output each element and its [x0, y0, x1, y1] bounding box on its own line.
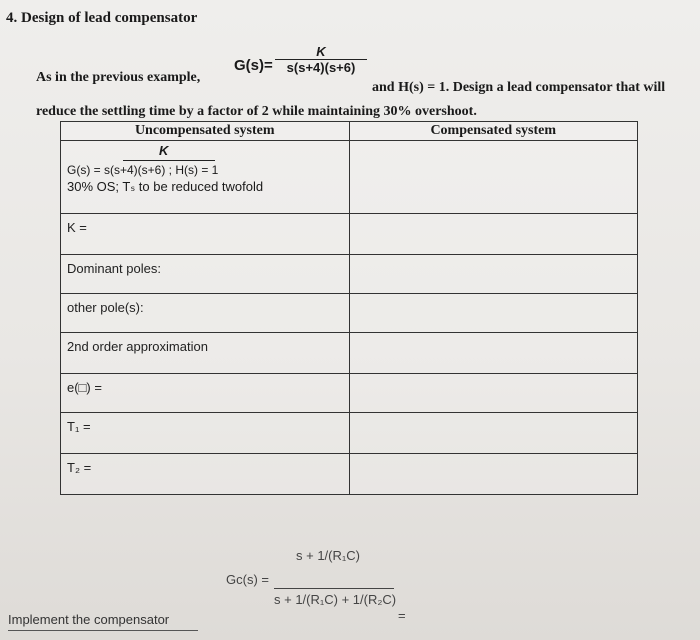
table-row: [61, 413, 638, 454]
header-compensated: Compensated system: [349, 122, 638, 141]
table-row: [61, 141, 638, 214]
gc-numerator: s + 1/(R₁C): [296, 548, 360, 563]
row-label: T₂ =: [67, 460, 92, 475]
intro-text: As in the previous example,: [36, 70, 201, 85]
table-row: [61, 454, 638, 495]
row-label: K =: [67, 220, 87, 235]
table-row: [61, 374, 638, 413]
system-spec-cell: [61, 141, 350, 214]
other-poles-compensated-cell[interactable]: [349, 294, 638, 333]
k-compensated-cell[interactable]: [349, 214, 638, 255]
table-row: [61, 214, 638, 255]
k-cell[interactable]: [61, 214, 350, 255]
gc-label: Gc(s) =: [226, 572, 269, 587]
gs-denominator: s(s+4)(s+6): [286, 60, 356, 75]
dominant-poles-compensated-cell[interactable]: [349, 255, 638, 294]
row-label: T₁ =: [67, 419, 91, 434]
gs-fraction: [275, 44, 367, 75]
intro-suffix: and H(s) = 1. Design a lead compensator that will: [372, 80, 666, 95]
t2-cell[interactable]: [61, 454, 350, 495]
implement-label: Implement the compensator: [8, 612, 170, 627]
t2-compensated-cell[interactable]: [349, 454, 638, 495]
spec-os-line: 30% OS; Tₛ to be reduced twofold: [67, 179, 264, 194]
steady-state-error-compensated-cell[interactable]: [349, 374, 638, 413]
answer-line[interactable]: [8, 630, 198, 631]
fraction-bar: [274, 588, 394, 589]
gs-numerator: K: [316, 44, 326, 59]
steady-state-error-cell[interactable]: [61, 374, 350, 413]
t1-compensated-cell[interactable]: [349, 413, 638, 454]
header-uncompensated: Uncompensated system: [61, 122, 350, 141]
second-order-compensated-cell[interactable]: [349, 333, 638, 374]
compensator-table: [60, 121, 638, 495]
second-order-cell[interactable]: [61, 333, 350, 374]
gc-denominator: s + 1/(R₁C) + 1/(R₂C): [274, 592, 397, 607]
row-label: 2nd order approximation: [67, 339, 208, 354]
problem-heading: 4. Design of lead compensator: [6, 10, 198, 26]
row-label: Dominant poles:: [67, 261, 161, 276]
fraction-bar: [123, 160, 215, 161]
spec-gs-line: G(s) = s(s+4)(s+6) ; H(s) = 1: [67, 163, 219, 177]
table-row: [61, 294, 638, 333]
gs-label: G(s)=: [234, 57, 273, 74]
gc-expression: [226, 548, 406, 640]
table-row: [61, 255, 638, 294]
compensated-spec-cell[interactable]: [349, 141, 638, 214]
table-header-row: [61, 122, 638, 141]
spec-gs-numerator: K: [159, 143, 169, 158]
row-label: e(□) =: [67, 380, 102, 395]
other-poles-cell[interactable]: [61, 294, 350, 333]
gc-equals: =: [398, 608, 406, 623]
dominant-poles-cell[interactable]: [61, 255, 350, 294]
intro-line-2: reduce the settling time by a factor of 2 while maintaining 30% overshoot.: [36, 104, 477, 119]
row-label: other pole(s):: [67, 300, 144, 315]
t1-cell[interactable]: [61, 413, 350, 454]
table-row: [61, 333, 638, 374]
